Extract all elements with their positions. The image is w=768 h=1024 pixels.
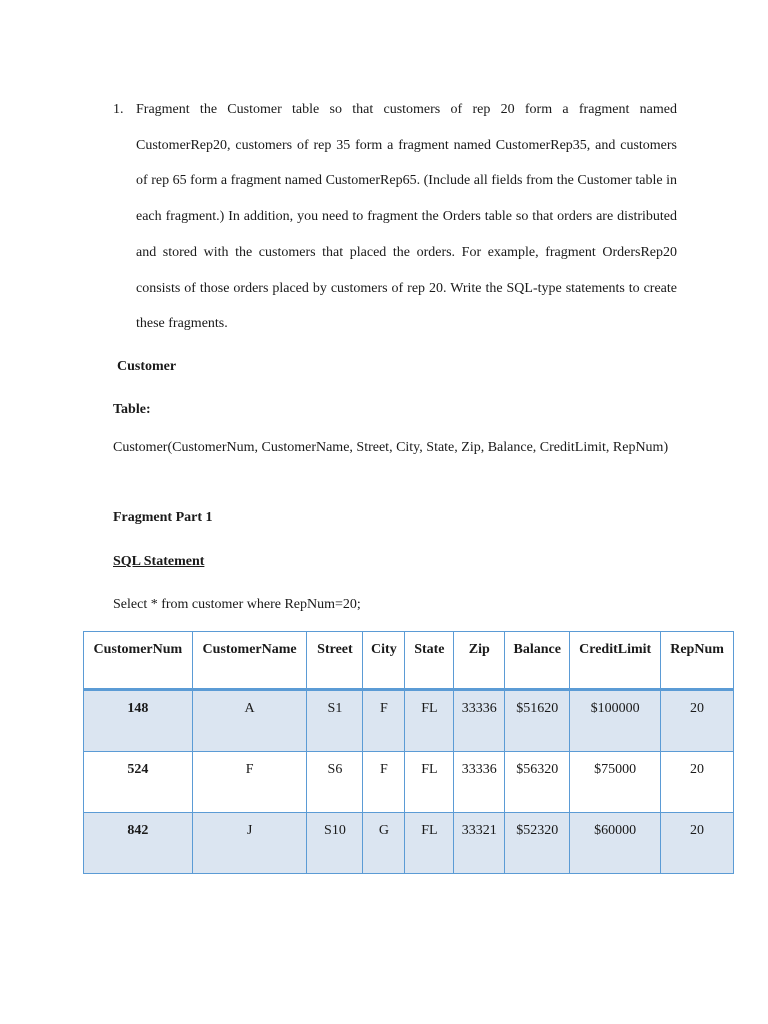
header-cell: RepNum	[661, 632, 734, 690]
customer-table	[83, 631, 734, 874]
table-cell: $75000	[570, 752, 661, 813]
table-cell: 524	[84, 752, 193, 813]
item-number: 1.	[113, 102, 124, 117]
heading-customer: Customer	[117, 359, 177, 374]
table-cell: 20	[661, 752, 734, 813]
table-cell: A	[192, 690, 307, 752]
table-cell: FL	[405, 690, 454, 752]
table-cell: FL	[405, 752, 454, 813]
table-cell: 148	[84, 690, 193, 752]
table-cell: $100000	[570, 690, 661, 752]
table-cell: F	[363, 690, 405, 752]
table-row	[84, 813, 734, 874]
table-cell: FL	[405, 813, 454, 874]
table-cell: S1	[307, 690, 363, 752]
table-cell: F	[192, 752, 307, 813]
heading-sql-statement: SQL Statement	[113, 554, 205, 569]
table-cell: 842	[84, 813, 193, 874]
table-cell: F	[363, 752, 405, 813]
table-cell: S6	[307, 752, 363, 813]
heading-fragment: Fragment Part 1	[113, 510, 213, 525]
table-cell: $60000	[570, 813, 661, 874]
header-cell: CustomerNum	[84, 632, 193, 690]
table-cell: $51620	[505, 690, 570, 752]
heading-table: Table:	[113, 402, 151, 417]
sql-text: Select * from customer where RepNum=20;	[113, 597, 361, 612]
table-cell: $56320	[505, 752, 570, 813]
header-cell: Balance	[505, 632, 570, 690]
item-text: Fragment the Customer table so that customers of rep 20 form a fragment named CustomerRep20, customers of rep 35 form a fragment named CustomerRep35, and customers of rep 65 form a fragment named CustomerRep65. (Include all fields from the Customer table in each fragment.) In addition, you need to fragment the Orders table so that orders are distributed and stored with the customers that placed the orders. For example, fragment OrdersRep20 consists of those orders placed by customers of rep 20. Write the SQL-type statements to create these fragments.	[136, 102, 677, 332]
header-cell: CustomerName	[192, 632, 307, 690]
table-cell: 33336	[454, 752, 505, 813]
table-row	[84, 690, 734, 752]
table-cell: 20	[661, 813, 734, 874]
table-cell: $52320	[505, 813, 570, 874]
table-cell: 20	[661, 690, 734, 752]
table-row	[84, 752, 734, 813]
table-cell: J	[192, 813, 307, 874]
header-cell: CreditLimit	[570, 632, 661, 690]
header-cell: State	[405, 632, 454, 690]
header-cell: Street	[307, 632, 363, 690]
header-cell: City	[363, 632, 405, 690]
table-cell: G	[363, 813, 405, 874]
table-cell: S10	[307, 813, 363, 874]
table-cell: 33336	[454, 690, 505, 752]
table-header-row	[84, 632, 734, 690]
schema-text: Customer(CustomerNum, CustomerName, Street, City, State, Zip, Balance, CreditLimit, RepNum)	[113, 440, 669, 455]
table-cell: 33321	[454, 813, 505, 874]
header-cell: Zip	[454, 632, 505, 690]
